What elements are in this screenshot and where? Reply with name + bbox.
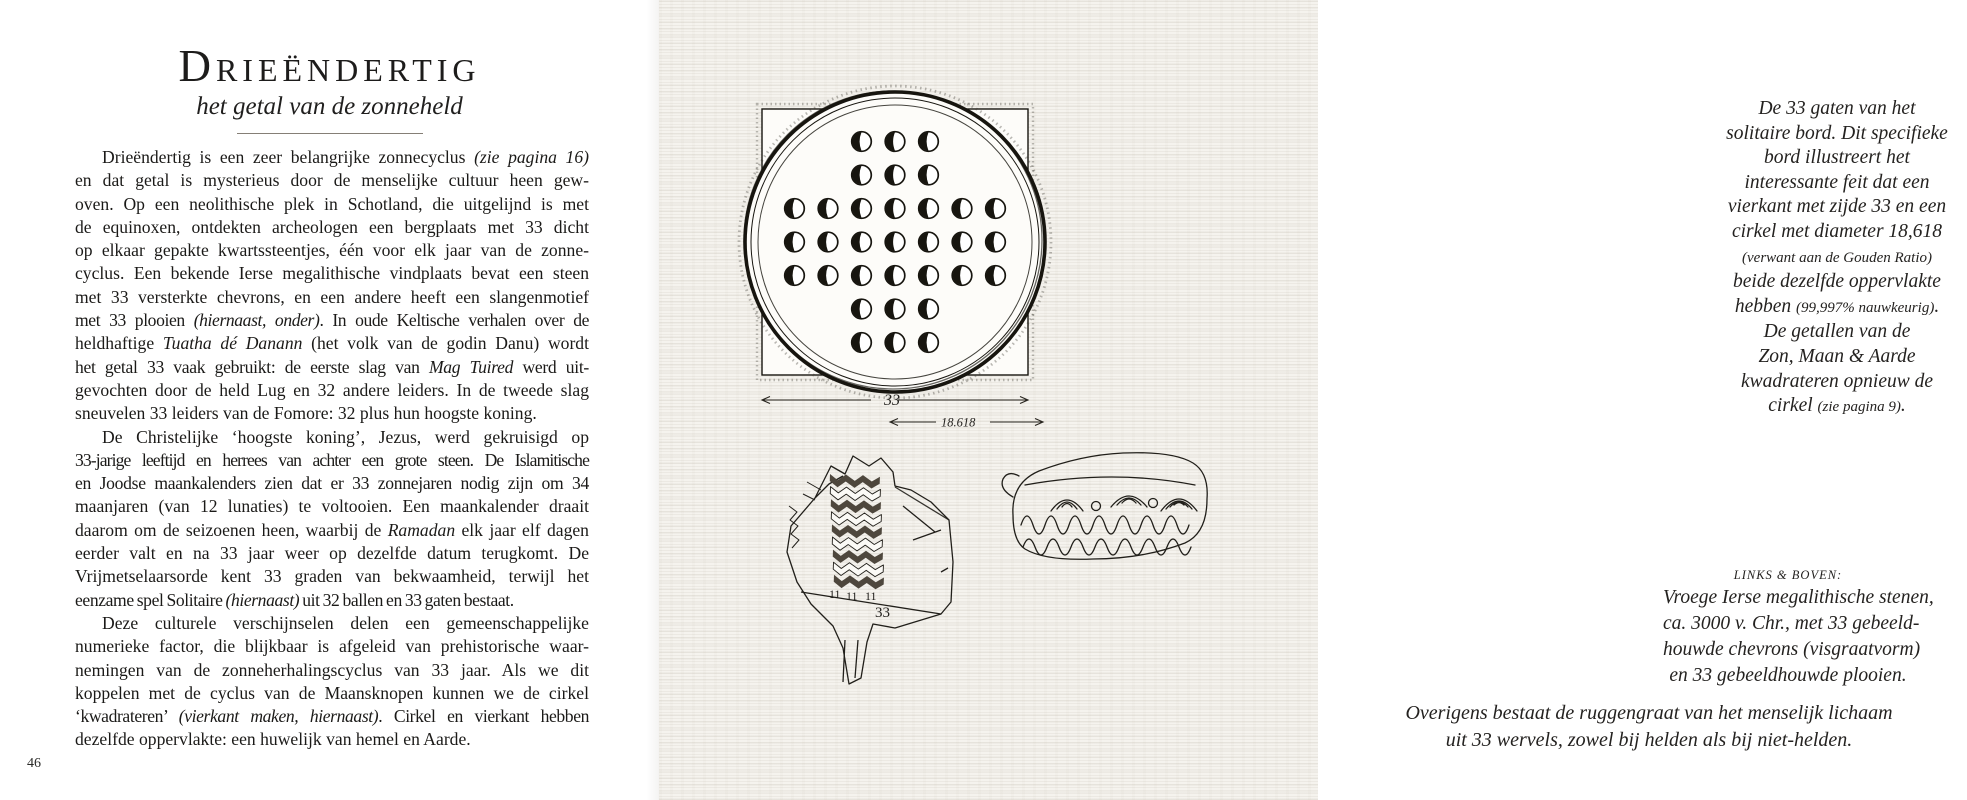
solitaire-board-figure — [738, 78, 1073, 438]
board-hole — [785, 232, 805, 252]
board-hole — [785, 199, 805, 219]
kerbstone-outline — [1002, 453, 1207, 560]
board-hole — [852, 266, 872, 286]
board-hole — [952, 266, 972, 286]
board-hole — [885, 165, 905, 185]
wavy-line-1 — [1021, 516, 1189, 534]
page-title: Drieëndertig — [178, 41, 481, 91]
board-hole — [818, 232, 838, 252]
paragraph-1: Drieëndertig is een zeer belangrijke zonnecyclus (zie pagina 16) en dat getal is mysterieus door de menselijke cultuur heen gew- oven. Op een neolithische plek in Schotland, die uitgelijnd is met de equinoxen, ontdekten archeologen een bergplaats met 33 dicht op elkaar gepakte kwartssteentjes, één voor elk jaar van de zonne- cyclus. Een bekende Ierse megalithische vindplaats bevat een steen met 33 versterkte chevrons, en een andere heeft een slangenmotief met 33 plooien (hiernaast, onder). In oude Keltische verhalen over de heldhaftige Tuatha dé Danann (het volk van de godin Danu) wordt het getal 33 vaak gebruikt: de eerste slag van Mag Tuired werd uit- gevochten door de held Lug en 32 andere leiders. In de tweede slag sneuvelen 33 leiders van de Fomore: 32 plus hun hoogste koning. — [75, 147, 590, 424]
chevron-total-label: 33 — [875, 605, 890, 621]
paragraph-2: De Christelijke ‘hoogste koning’, Jezus, werd gekruisigd op 33-jarige leeftijd en herrees van achter een grote steen. De Islamitische en Joodse maankalenders zien dat er 33 zonnejaren nodig zijn om 34 maanjaren (van 12 lunaties) te voltooien. Een maankalender draait daarom om de seizoenen heen, waarbij de Ramadan elk jaar elf dagen eerder valt en na 33 jaar weer op dezelfde datum terugkomt. De Vrijmetselaarsorde kent 33 graden van bekwaamheid, terwijl het eenzame spel Solitaire (hiernaast) uit 32 ballen en 33 gaten bestaat. — [75, 426, 589, 610]
board-hole — [885, 199, 905, 219]
body-text — [75, 146, 589, 752]
kerbstone-figure — [993, 443, 1228, 578]
board-hole — [919, 232, 939, 252]
page-number: 46 — [27, 756, 41, 771]
board-hole — [818, 266, 838, 286]
left-page — [0, 0, 659, 800]
board-hole — [919, 132, 939, 152]
wavy-line-2 — [1023, 539, 1191, 555]
board-caption: De 33 gaten van het solitaire bord. Dit specifieke bord illustreert het interessante feit dat een vierkant met zijde 33 en een cirkel met diameter 18,618 (verwant aan de Gouden Ratio) beide dezelfde oppervlakte hebben (99,997% nauwkeurig). De getallen van de Zon, Maan & Aarde kwadrateren opnieuw de cirkel (zie pagina 9). — [1726, 98, 1948, 417]
stones-caption-lines: Vroege Ierse megalithische stenen, ca. 3000 v. Chr., met 33 gebeeld- houwde chevrons (visgraatvorm) en 33 gebeeldhouwde plooien. — [1663, 587, 1934, 686]
board-hole — [885, 266, 905, 286]
chevron-stone-figure — [745, 442, 980, 694]
board-hole — [919, 165, 939, 185]
board-hole — [919, 299, 939, 319]
bottom-caption: Overigens bestaat de ruggengraat van het menselijk lichaam uit 33 wervels, zowel bij helden als bij niet-helden. — [1405, 702, 1893, 751]
svg-text:11: 11 — [829, 587, 841, 601]
paragraph-3: Deze culturele verschijnselen delen een gemeenschappelijke numerieke factor, die blijkbaar is afgeleid van prehistorische waar- nemingen van de zonneherhalingscyclus van 33 jaar. Als we dit koppelen met de cyclus van de Maansknopen kunnen we de cirkel ‘kwadrateren’ (vierkant maken, hiernaast). Cirkel en vierkant hebben dezelfde oppervlakte: een huwelijk van hemel en Aarde. — [75, 612, 589, 750]
board-hole — [818, 199, 838, 219]
chevron-band — [830, 474, 884, 590]
board-hole — [852, 333, 872, 353]
board-hole — [852, 232, 872, 252]
board-hole — [885, 232, 905, 252]
board-hole — [919, 199, 939, 219]
board-hole — [986, 232, 1006, 252]
board-hole — [852, 199, 872, 219]
dim-side-label: 33 — [884, 392, 900, 409]
stones-caption — [1663, 565, 1934, 689]
title-divider — [237, 133, 423, 134]
stones-caption-heading: LINKS & BOVEN: — [1733, 568, 1843, 582]
board-hole — [919, 333, 939, 353]
dim-radius-label: 18.618 — [941, 415, 976, 430]
board-hole — [986, 266, 1006, 286]
board-hole — [785, 266, 805, 286]
board-hole — [952, 199, 972, 219]
board-hole — [952, 232, 972, 252]
board-hole — [852, 165, 872, 185]
board-hole — [852, 299, 872, 319]
svg-text:11: 11 — [846, 589, 858, 603]
board-hole — [885, 333, 905, 353]
board-hole — [885, 299, 905, 319]
page-subtitle: het getal van de zonneheld — [196, 93, 463, 120]
board-hole — [852, 132, 872, 152]
right-page — [659, 0, 1948, 800]
board-hole — [986, 199, 1006, 219]
board-hole — [885, 132, 905, 152]
svg-text:11: 11 — [865, 589, 877, 603]
board-hole — [919, 266, 939, 286]
